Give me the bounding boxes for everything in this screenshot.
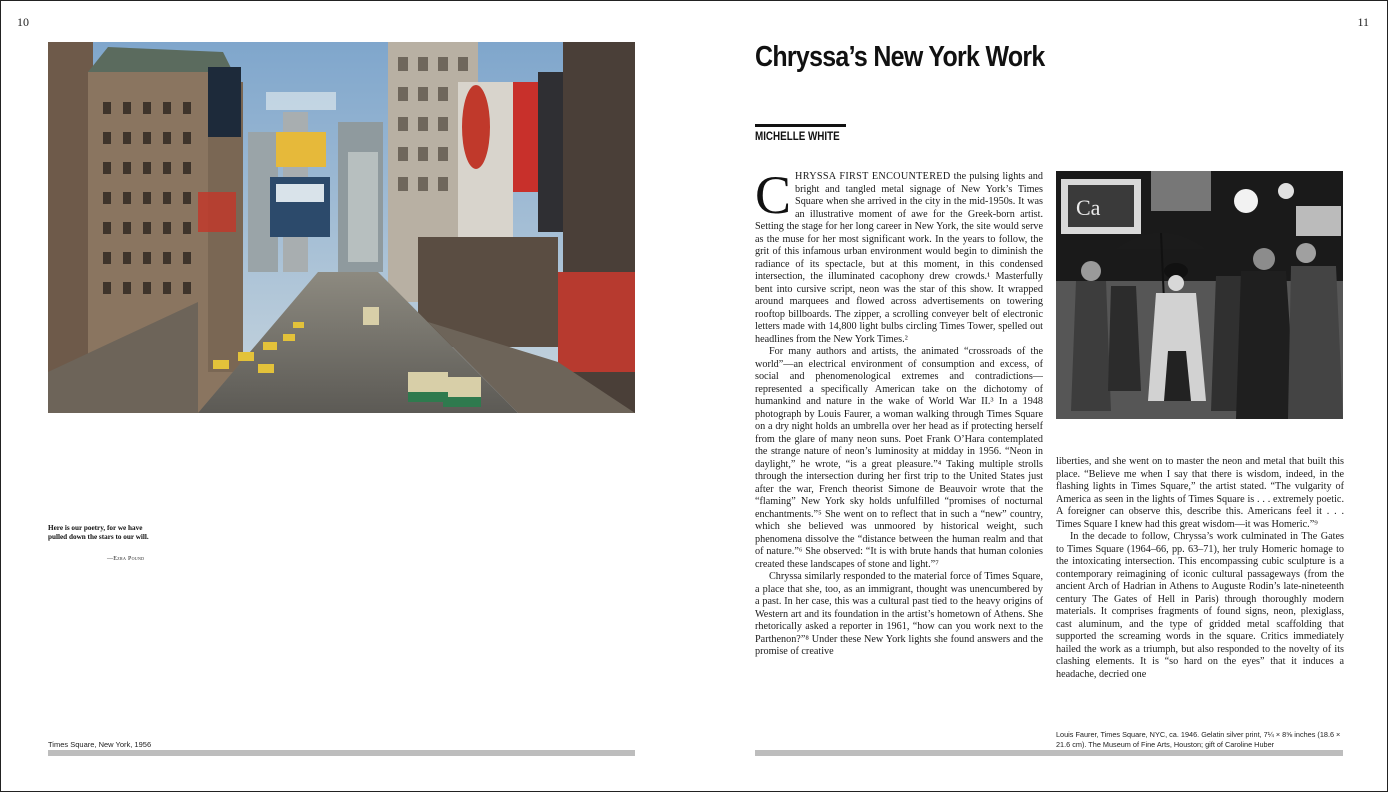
times-square-color-photo [48, 42, 635, 413]
article-title: Chryssa’s New York Work [755, 41, 1045, 73]
drop-cap: C [755, 171, 792, 225]
author-byline: MICHELLE WHITE [755, 129, 840, 143]
body-column-2 [1056, 456, 1344, 704]
right-photo-caption: Louis Faurer, Times Square, NYC, ca. 1946. Gelatin silver print, 7¼ × 8⅝ inches (18.6 × 21.6 cm). The Museum of Fine Arts, Houston; gift of Caroline Huber [1056, 730, 1341, 749]
svg-text:Ca: Ca [1076, 195, 1101, 220]
paragraph-1 [755, 171, 1043, 346]
faurer-bw-photo [1056, 171, 1343, 419]
epigraph-attribution: —Ezra Pound [107, 556, 145, 562]
page-number-right: 11 [1357, 15, 1369, 29]
page-number-left: 10 [17, 15, 29, 29]
lead-in-smallcaps: HRYSSA FIRST ENCOUNTERED [795, 171, 951, 182]
paragraph-4: liberties, and she went on to master the neon and metal that built this place. “Believe me when I say that there is wisdom, indeed, in the flashing lights in Times Square,” the artist stated. “The vulgarity of America as seen in the lights of Times Square is . . . extremely poetic. A foreigner can observe this, describe this. Americans feel it . . . Times Square I knew had this great wisdom—it was Homeric.”⁹ [1056, 456, 1344, 530]
paragraph-2: For many authors and artists, the animated “crossroads of the world”—an electrical environment of consumption and excess, of social and phenomenological extremes and contradictions—represented a specifically American take on the dichotomy of humankind and nature in the wake of World War II.³ In a 1948 photograph by Louis Faurer, a woman walking through Times Square on a dry night holds an umbrella over her head as if protecting herself from the glare of many neon suns. Poet Frank O’Hara contemplated the strange nature of neon’s luminosity at midday in 1956. “Neon in daylight,” he wrote, “is a great pleasure.”⁴ Taking multiple strolls through the intersection during her first trip to the United States just after the war, French theorist Simone de Beauvoir wrote that the “flaming” New York sky holds unfulfilled “promises of nocturnal enchantments.”⁵ She went on to reflect that in such a “new” country, which she believed was unmoored by historical weight, such phenomena dissolve the “distance between the human realm and that of nature.”⁶ She observed: “It is with brute hands that human colonies created these landscapes of stone and light.”⁷ [755, 346, 1043, 570]
epigraph-quote: Here is our poetry, for we have pulled down the stars to our will. [48, 524, 149, 541]
paragraph-1-text: the pulsing lights and bright and tangled metal signage of New York’s Times Square when she arrived in the city in the mid-1950s. It was an illustrative moment of awe for the Greek-born artist. Setting the stage for her long career in New York, the site would serve as the muse for her most significant work. In the years to follow, the grit of this infamous urban environment would begin to diminish the radiance of its spectacle, but at this moment, in this condensed intersection, the illuminated cacophony drew crowds.¹ Masterfully bent into cursive script, neon was the star of this show. It wrapped around marquees and flowed across advertisements on towering rooftop billboards. The zipper, a scrolling conveyer belt of electronic letters made with 14,800 light bulbs circling Times Tower, spelled out headlines from the New York Times.² [755, 171, 1043, 345]
paragraph-5: In the decade to follow, Chryssa’s work culminated in The Gates to Times Square (1964–66, pp. 63–71), her truly Homeric homage to the intoxicating intersection. This encompassing cubic sculpture is a contemporary reimagining of iconic cultural passageways (from the ancient Arch of Hadrian in Athens to Auguste Rodin’s late-nineteenth century The Gates of Hell in Paris) through thoroughly modern materials. It comprises fragments of found signs, neon, plexiglass, cast aluminum, and the type of gridded metal scaffolding that supported the screaming words in the square. Critics immediately hailed the work as a triumph, but also responded to the novelty of its clashing elements. It is “so hard on the eyes” that it induces a headache, decried one [1056, 531, 1344, 680]
paragraph-3: Chryssa similarly responded to the material force of Times Square, a place that she, too, as an immigrant, thought was unencumbered by a past. In her case, this was a cultural past tied to the heavy origins of Western art and its foundation in the artist’s hometown of Athens. She rhetorically asked a reporter in 1961, “how can you work next to the Parthenon?”⁸ Under these New York lights she found answers and the promise of creative [755, 571, 1043, 657]
body-column-1 [755, 171, 1043, 703]
byline-rule [755, 124, 846, 127]
left-photo-caption: Times Square, New York, 1956 [48, 740, 152, 749]
bottom-rule-right [755, 750, 1343, 756]
bottom-rule-left [48, 750, 635, 756]
